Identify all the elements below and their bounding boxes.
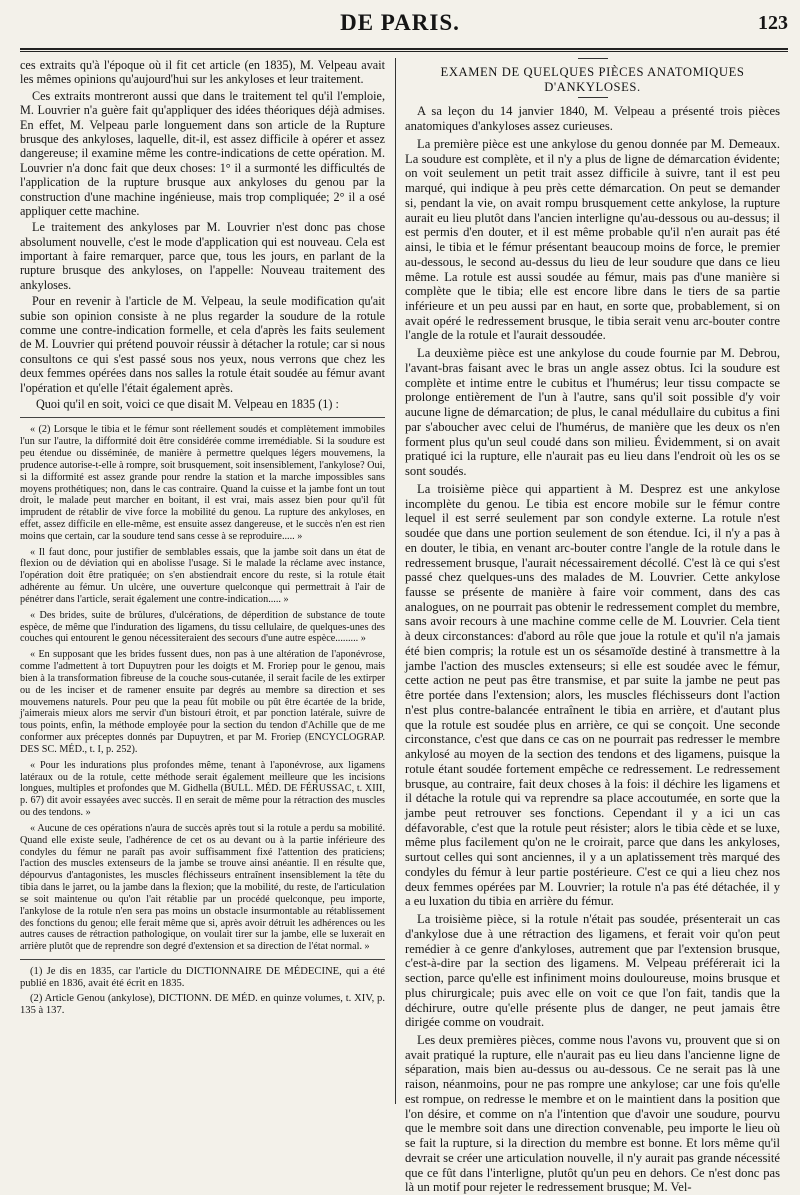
right-paragraph: La troisième pièce qui appartient à M. Desprez est une ankylose incomplète du genou. Le tibia est encore mobile sur le fémur contre lequel il est serré seulement par son condyle externe. La rotule n'est soudée que dans une portion seulement de son étendue. Ici, il n'y a pas à en douter, le tibia, en venant arc-bouter contre l'angle de la rotule dans le redressement brusque, l'aurait nécessairement décollé. C'est là ce qui s'est passé chez quelques-uns des malades de M. Louvrier. Cette ankylose fausse se présente de manière à faire voir comment, dans des cas analogues, on ne pourrait pas obtenir le redressement complet du membre, sans avoir recours à une machine comme celle de M. Louvrier. Cela tient à deux circonstances: d'abord au rôle que joue la rotule et qu'il n'a jamais été bien compris; la rotule est un os sésamoïde destiné à transmettre à la jambe l'action des muscles extenseurs; si elle est soudée avec le fémur, cette action ne peut pas être transmise, et par suite la jambe ne peut pas être portée dans l'extension; alors, les muscles fléchisseurs dont l'action n'est plus contre-balancée entraînent le tibia en arrière, et d'autant plus que la rotule est soudée plus en arrière, ce qui se conçoit. Une seconde circonstance, c'est que dans ce cas on ne pourrait pas redresser le membre ankylosé au moyen de la section des tendons et des ligamens, puisque la rotule étant soudée fortement empêche ce redressement. Le redressement brusque, au contraire, fait deux choses à la fois: il déchire les ligamens et il détache la rotule qui va reprendre sa place accoutumée, en sorte que la jambe peut retrouver ses fonctions. Cependant il y a ici un cas défavorable, c'est que la rotule peut résister; alors le tibia cède et se luxe, même plus facilement qu'on ne le croirait, parce que dans les ankyloses, surtout celles qui sont anciennes, il y a un aplatissement très marqué des condyles du fémur à leur partie postérieure. C'est ce qui a lieu chez nos deux femmes opérées par M. Louvrier; la rotule n'a pas été détachée, il y a eu luxation du tibia en arrière du fémur. — [405, 481, 780, 909]
quoted-paragraph: « Des brides, suite de brûlures, d'ulcérations, de déperdition de substance de toute espèce, de même que l'induration des ligamens, du tissu cellulaire, de quelques-unes des couches qui entourent le genou nécessiteraient des secours d'une autre espèce......... » — [20, 609, 385, 645]
right-paragraph: La deuxième pièce est une ankylose du coude fournie par M. Debrou, l'avant-bras faisant avec le bras un angle assez obtus. Ici la soudure est complète et intime entre le cubitus et l'humérus; leur tissu compacte se prolonge entièrement de l'un à l'autre, sans qu'il soit possible d'y voir aucune ligne de démarcation; de plus, le canal médullaire du cubitus a fini par s'aboucher avec celui de l'humérus, de manière que les deux os n'en forment plus qu'un seul coudé dans son milieu. Évidemment, si on avait pratiqué ici la rupture, elle n'aurait pas eu lieu dans l'endroit où les os se sont soudés. — [405, 346, 780, 479]
article-rule — [578, 58, 608, 59]
article-rule — [578, 97, 608, 98]
left-paragraph: Le traitement des ankyloses par M. Louvrier n'est donc pas chose absolument nouvelle, c'est le mode d'application qui est nouveau. Cela est important à faire remarquer, parce que, tous les jours, en parlant de la rupture brusque des ankyloses, on l'appelle: Nouveau traitement des ankyloses. — [20, 220, 385, 292]
footnote-rule — [20, 959, 385, 960]
page-number: 123 — [758, 12, 788, 34]
quoted-paragraph: « Aucune de ces opérations n'aura de succès après tout si la rotule a perdu sa mobilité. Quand elle existe seule, l'adhérence de cet os au devant ou à la partie inférieure des condyles du fémur ne paraît pas avoir suffisamment fixé l'attention des praticiens; l'action des muscles extenseurs de la jambe se trouve ainsi anéantie. Il en résulte que, dépourvus d'antagonistes, les muscles fléchisseurs entraînent insensiblement la tête du tibia dans le jarret, ou la jambe dans la flexion; que la mobilité, du reste, de l'articulation se soit maintenue ou qu'on l'ait rétablie par un procédé quelconque, peu importe, l'ankylose de la rotule n'en sera pas moins un obstacle insurmontable au rétablissement des fonctions du genou; elle ferait même que si, après avoir détruit les adhérences ou les autres causes de rétraction pathologique, on voulait tirer sur la jambe, elle se luxerait en arrière plutôt que de reprendre son degré d'extension et sa direction de l'état normal. » — [20, 822, 385, 953]
right-column — [405, 58, 780, 1195]
quoted-paragraph: « (2) Lorsque le tibia et le fémur sont réellement soudés et complètement immobiles l'un sur l'autre, la difformité doit être considérée comme irremédiable. Si la soudure est peu étendue ou disséminée, de manière à permettre quelques légers mouvemens, la prudence autorise-t-elle à rompre, soit brusquement, soit insensiblement, l'ankylose? Oui, si la difformité est assez grande pour rendre la station et la marche impossibles sans moyens prothétiques; non, dans le cas contraire. Quand la cuisse et la jambe font un tout droit, le malade peut marcher en boitant, il est vrai, mais assez bien pour qu'il fût imprudent de rétablir de vive force la mobilité du genou. La rupture des ankyloses, en effet, assez difficile en elle-même, est ensuite assez dangereuse, et le succès n'en est rien moins que certain, car la soudure tend sans cesse à se reproduire..... » — [20, 424, 385, 542]
column-divider — [395, 58, 396, 1104]
left-paragraph: Pour en revenir à l'article de M. Velpeau, la seule modification qu'ait subie son opinion consiste à ne plus regarder la soudure de la rotule comme une contre-indication formelle, et cela d'après les faits seulement de M. Louvrier qui prétend pouvoir réussir à détacher la rotule; car si nous consultons ce qui s'est passé sous nos yeux, nous verrons que chez les deux femmes opérées dans nos salles la rotule était soudée au fémur avant l'opération et qu'elle l'était également après. — [20, 294, 385, 395]
right-paragraph: A sa leçon du 14 janvier 1840, M. Velpeau a présenté trois pièces anatomiques d'ankyloses assez curieuses. — [405, 104, 780, 134]
quote-intro: Quoi qu'il en soit, voici ce que disait M. Velpeau en 1835 (1) : — [36, 396, 339, 411]
article-title: EXAMEN DE QUELQUES PIÈCES ANATOMIQUES D'ANKYLOSES. — [440, 65, 745, 94]
running-title: DE PARIS. — [340, 10, 460, 35]
page-header — [0, 0, 800, 50]
footnote: (2) Article Genou (ankylose), DICTIONN. DE MÉD. en quinze volumes, t. XIV, p. 135 à 137. — [20, 992, 385, 1017]
left-paragraph: Ces extraits montreront aussi que dans le traitement tel qu'il l'emploie, M. Louvrier n'a guère fait qu'appliquer des idées théoriques déjà admises. En effet, M. Velpeau parle longuement dans son article de la Rupture brusque des ankyloses, laquelle, dit-il, est assez difficile à opérer et assez dangereuse; il examine même les contre-indications de cette opération. M. Louvrier n'a donc fait que deux choses: 1° il a surmonté les difficultés de l'application de la rupture brusque aux ankyloses du genou par la construction d'une machine ingénieuse, mais trop compliquée; 2° il a osé appliquer cette machine. — [20, 88, 385, 218]
right-paragraph: La troisième pièce, si la rotule n'était pas soudée, présenterait un cas d'ankylose due à une rétraction des ligamens, et ferait voir qu'on peut remédier à ce genre d'ankyloses, autrement que par l'extension brusque, c'est-à-dire par la section des ligamens. M. Velpeau préférerait ici la section, parce qu'elle est infiniment moins douloureuse, moins brusque et plus chirurgicale; puis avec elle on voit ce que l'on fait, tandis que la déchirure, outre qu'elle présente plus de danger, ne peut jamais être dirigée comme on voudrait. — [405, 912, 780, 1030]
left-paragraph: ces extraits qu'à l'époque où il fit cet article (en 1835), M. Velpeau avait les mêmes opinions qu'aujourd'hui sur les ankyloses et leur traitement. — [20, 58, 385, 87]
footnote: (1) Je dis en 1835, car l'article du DICTIONNAIRE DE MÉDECINE, qui a été publié en 1836, avait été écrit en 1835. — [20, 965, 385, 990]
footnotes — [20, 966, 385, 1018]
right-paragraph: La première pièce est une ankylose du genou donnée par M. Demeaux. La soudure est complète, et il n'y a plus de ligne de démarcation évidente; on voit seulement un petit trait assez difficile à suivre, tant il est peu marqué, qui indique à peu près cette démarcation. On peut se demander si, pendant la vie, on avait rompu brusquement cette ankylose, la rupture aurait eu lieu plutôt dans l'ancien interligne qu'au-dessous ou au-dessus; il est permis d'en douter, et il est même probable qu'il n'en aurait pas été ainsi, le tibia et le fémur présentant beaucoup moins de force, le premier au-dessous, le second au-dessus du lieu de leur soudure que dans ce lieu même. La rotule est aussi soudée au fémur, mais pas d'une manière si complète que le tibia; elle est encore libre dans le tiers de sa partie inférieure et un peu aussi par en haut, en sorte que, probablement, si on avait opéré le redressement brusque, le tibia serait venu arc-bouter contre l'angle de la rotule et l'aurait dessoudée. — [405, 136, 780, 343]
left-column — [20, 58, 385, 1106]
right-paragraph: Les deux premières pièces, comme nous l'avons vu, prouvent que si on avait pratiqué la rupture, elle n'aurait pas eu lieu dans l'ancienne ligne de séparation, mais bien au-dessus ou au-dessous. Ce ne serait pas là une raison, néanmoins, pour ne pas rompre une ankylose; car une fois qu'elle est rompue, on redresse le membre et on le maintient dans la position que l'on désire, et comme on n'a l'intention que d'avoir une soudure, pourvu que le membre soit dans une direction convenable, peu importe le lieu où se fait la rupture, si la direction du membre est bonne. Et lors même qu'il devrait se créer une articulation nouvelle, il n'y aurait pas grande nécessité que ce fût dans l'interligne, plutôt qu'un peu en dehors. Ce n'est donc pas là un motif pour rejeter le redressement brusque; M. Vel- — [405, 1033, 780, 1195]
quoted-notes — [20, 424, 385, 953]
quoted-paragraph: « Pour les indurations plus profondes même, tenant à l'aponévrose, aux ligamens latéraux ou de la rotule, cette méthode serait également meilleure que les incisions longues, multiples et profondes que M. Gidhella (BULL. MÉD. DE FÉRUSSAC, t. XIII, p. 67) dit avoir essayées avec succès. Il en serait de même pour la rétraction des muscles ou des tendons. » — [20, 759, 385, 819]
header-rule — [20, 48, 788, 50]
header-rule-thin — [20, 51, 788, 52]
quoted-paragraph: « En supposant que les brides fussent dues, non pas à une altération de l'aponévrose, comme l'admettent à tort Dupuytren pour les doigts et M. Froriep pour le genou, mais bien à la transformation fibreuse de la couche sous-cutanée, il serait facile de les extirper ou de les inciser et de ramener ensuite par degrés au membre sa direction et ses mouvemens naturels. Pour peu que la peau fût mobile ou pût être écartée de la bride, j'aimerais mieux alors me servir d'un bistouri étroit, et par ponction latérale, suivre de tous points, enfin, la méthode employée pour la section du tendon d'Achille que de me conformer aux préceptes donnés par Dupuytren, et par M. Froriep (ENCYCLOGRAP. DES SC. MÉD., t. I, p. 252). — [20, 649, 385, 755]
quoted-paragraph: « Il faut donc, pour justifier de semblables essais, que la jambe soit dans un état de flexion ou de déviation qui en abolisse l'usage. Si le malade la réclame avec instance, l'opération doit être pratiquée; on s'en abstiendrait encore du reste, si la rotule était adhérente au fémur. Un ulcère, une ouverture quelconque qui permettrait à l'air de pénétrer dans l'article, serait également une contre-indication..... » — [20, 546, 385, 605]
section-rule — [20, 417, 385, 418]
